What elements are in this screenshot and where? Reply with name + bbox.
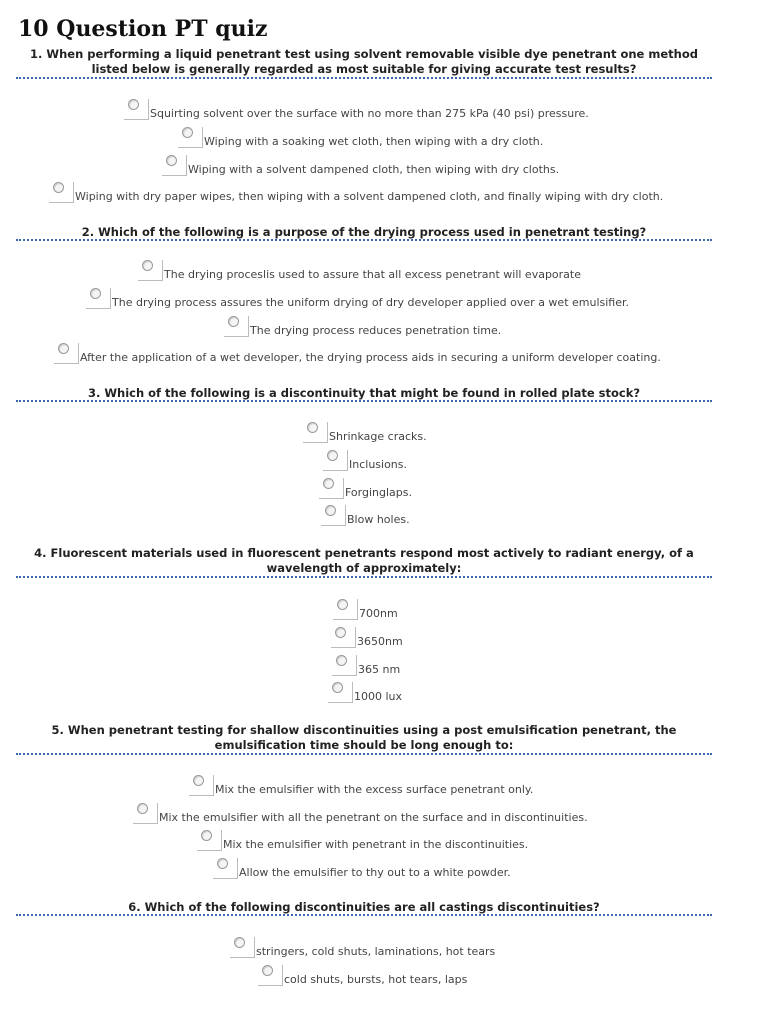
question-5-divider <box>16 753 712 755</box>
radio-button[interactable] <box>90 288 101 299</box>
radio-button[interactable] <box>182 127 193 138</box>
q3-option-1[interactable] <box>303 421 427 443</box>
question-6-divider <box>16 914 712 916</box>
question-2-text: 2. Which of the following is a purpose of the drying process used in penetrant testing? <box>81 225 647 239</box>
q1-option-1[interactable] <box>124 98 589 120</box>
option-label: Shrinkage cracks. <box>329 430 427 443</box>
q4-option-4[interactable] <box>328 681 402 703</box>
q4-option-2[interactable] <box>331 626 403 648</box>
option-label: Blow holes. <box>347 513 410 526</box>
option-label: cold shuts, bursts, hot tears, laps <box>284 973 468 986</box>
q5-option-4[interactable] <box>213 857 511 879</box>
q3-option-4[interactable] <box>321 504 410 526</box>
question-2-divider <box>16 239 712 241</box>
question-4-divider <box>16 576 712 578</box>
radio-button[interactable] <box>327 450 338 461</box>
q4-option-3[interactable] <box>332 654 400 676</box>
option-label: 1000 lux <box>354 690 403 703</box>
q1-option-3[interactable] <box>162 154 559 176</box>
q6-option-2[interactable] <box>258 964 467 986</box>
option-label: Forginglaps. <box>345 486 412 499</box>
q5-option-2[interactable] <box>133 802 588 824</box>
question-1-divider <box>16 77 712 79</box>
q2-option-2[interactable] <box>86 287 629 309</box>
radio-button[interactable] <box>262 965 273 976</box>
radio-button[interactable] <box>337 599 348 610</box>
q6-option-1[interactable] <box>230 936 495 958</box>
question-6-text: 6. Which of the following discontinuities are all castings discontinuities? <box>128 900 600 914</box>
option-label: The drying process assures the uniform drying of dry developer applied over a wet emulsifier. <box>112 296 630 309</box>
option-label: Wiping with dry paper wipes, then wiping with a solvent dampened cloth, and finally wiping with dry cloth. <box>75 190 664 203</box>
option-label: Mix the emulsifier with the excess surface penetrant only. <box>215 783 534 796</box>
radio-button[interactable] <box>323 478 334 489</box>
radio-button[interactable] <box>128 99 139 110</box>
option-label: 700nm <box>359 607 398 620</box>
q3-option-3[interactable] <box>319 477 412 499</box>
radio-button[interactable] <box>307 422 318 433</box>
option-label: Wiping with a soaking wet cloth, then wiping with a dry cloth. <box>204 135 544 148</box>
q2-option-3[interactable] <box>224 315 501 337</box>
radio-button[interactable] <box>325 505 336 516</box>
option-label: Wiping with a solvent dampened cloth, then wiping with dry cloths. <box>188 163 560 176</box>
radio-button[interactable] <box>228 316 239 327</box>
question-5-text: 5. When penetrant testing for shallow discontinuities using a post emulsification penetrant, the emulsification time should be long enough to: <box>51 723 677 752</box>
radio-button[interactable] <box>193 775 204 786</box>
radio-button[interactable] <box>234 937 245 948</box>
question-3-divider <box>16 400 712 402</box>
q1-option-4[interactable] <box>49 181 663 203</box>
q2-option-1[interactable] <box>138 259 581 281</box>
radio-button[interactable] <box>336 655 347 666</box>
option-label: 3650nm <box>357 635 403 648</box>
page-title: 10 Question PT quiz <box>18 16 268 42</box>
q4-option-1[interactable] <box>333 598 398 620</box>
radio-button[interactable] <box>332 682 343 693</box>
question-4-text: 4. Fluorescent materials used in fluorescent penetrants respond most actively to radiant energy, of a wavelength of approximately: <box>34 546 694 575</box>
option-label: stringers, cold shuts, laminations, hot tears <box>256 945 496 958</box>
option-label: 365 nm <box>358 663 401 676</box>
radio-button[interactable] <box>53 182 64 193</box>
option-label: The drying proceslis used to assure that all excess penetrant will evaporate <box>164 268 581 281</box>
q5-option-1[interactable] <box>189 774 533 796</box>
q3-option-2[interactable] <box>323 449 407 471</box>
option-label: The drying process reduces penetration time. <box>250 324 502 337</box>
radio-button[interactable] <box>335 627 346 638</box>
option-label: Inclusions. <box>349 458 408 471</box>
q1-option-2[interactable] <box>178 126 543 148</box>
option-label: Allow the emulsifier to thy out to a white powder. <box>239 866 511 879</box>
option-label: After the application of a wet developer, the drying process aids in securing a uniform developer coating. <box>80 351 661 364</box>
radio-button[interactable] <box>201 830 212 841</box>
radio-button[interactable] <box>142 260 153 271</box>
radio-button[interactable] <box>166 155 177 166</box>
question-1-text: 1. When performing a liquid penetrant test using solvent removable visible dye penetrant one method listed below is generally regarded as most suitable for giving accurate test results? <box>30 47 698 76</box>
radio-button[interactable] <box>137 803 148 814</box>
option-label: Squirting solvent over the surface with no more than 275 kPa (40 psi) pressure. <box>150 107 589 120</box>
question-3-text: 3. Which of the following is a discontinuity that might be found in rolled plate stock? <box>87 386 641 400</box>
radio-button[interactable] <box>217 858 228 869</box>
q5-option-3[interactable] <box>197 829 528 851</box>
option-label: Mix the emulsifier with penetrant in the discontinuities. <box>223 838 529 851</box>
option-label: Mix the emulsifier with all the penetrant on the surface and in discontinuities. <box>159 811 588 824</box>
q2-option-4[interactable] <box>54 342 661 364</box>
radio-button[interactable] <box>58 343 69 354</box>
